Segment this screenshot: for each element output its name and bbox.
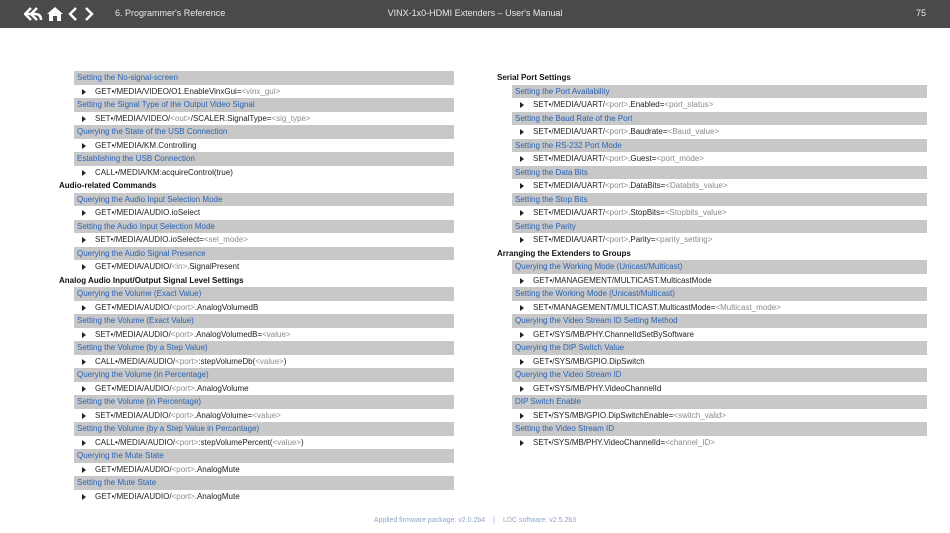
command-text: SET•/MEDIA/AUDIO/: [95, 410, 171, 420]
command-text: CALL•/MEDIA/AUDIO/: [95, 356, 176, 366]
command-parameter: <parity_setting>: [655, 235, 713, 244]
command-parameter: <port>: [605, 181, 629, 190]
command-text: GET•/MEDIA/KM.Controlling: [95, 140, 197, 150]
command-link-bar[interactable]: Querying the Volume (in Percentage): [74, 368, 454, 382]
command-text: GET•/SYS/MB/PHY.ChannelIdSetBySoftware: [533, 329, 694, 339]
command-line: [59, 355, 454, 369]
command-link-bar[interactable]: Querying the DIP Switch Value: [512, 341, 927, 355]
command-parameter: <sel_mode>: [203, 235, 248, 244]
command-parameter: <port>: [170, 410, 194, 420]
command-link-bar[interactable]: Establishing the USB Connection: [74, 152, 454, 166]
command-line: [59, 301, 454, 315]
command-parameter: <Databits_value>: [665, 181, 728, 190]
command-text: GET•/MEDIA/VIDEO/O1.EnableVinxGui=: [95, 86, 242, 96]
command-parameter: <port>: [171, 383, 195, 393]
command-link-bar[interactable]: Querying the Volume (Exact Value): [74, 287, 454, 301]
command-text: GET•/MEDIA/AUDIO/: [95, 302, 172, 312]
command-text: .SignalPresent: [187, 262, 240, 271]
command-parameter: <channel_ID>: [665, 437, 715, 447]
command-text: GET•/MEDIA/AUDIO/: [95, 491, 172, 501]
bullet-arrow-icon: [520, 440, 524, 446]
bullet-arrow-icon: [82, 359, 86, 365]
bullet-arrow-icon: [520, 237, 524, 243]
command-line: [497, 206, 927, 220]
command-text: SET•/MANAGEMENT/MULTICAST.MulticastMode=: [533, 302, 716, 312]
command-text: .Baudrate=: [628, 127, 668, 136]
bullet-arrow-icon: [82, 170, 86, 176]
firmware-version: Applied firmware package: v2.0.2b4: [373, 517, 486, 524]
section-heading: Analog Audio Input/Output Signal Level Settings: [59, 275, 244, 285]
bullet-arrow-icon: [520, 210, 524, 216]
top-navigation-bar: [0, 0, 950, 28]
ldc-version: LDC software: v2.5.2b3: [502, 517, 577, 524]
command-link-bar[interactable]: Querying the Video Stream ID: [512, 368, 927, 382]
command-text: SET•/MEDIA/UART/: [533, 208, 605, 217]
command-line: [59, 409, 454, 423]
command-parameter: <port>: [605, 208, 629, 217]
command-line: [497, 301, 927, 315]
document-title: VINX-1x0-HDMI Extenders – User's Manual: [387, 8, 563, 18]
command-line: [59, 328, 454, 342]
footer-separator: |: [493, 517, 495, 524]
command-line: [497, 98, 927, 112]
command-link-bar[interactable]: Setting the Stop Bits: [512, 193, 927, 207]
command-text: SET•/MEDIA/UART/: [533, 127, 605, 136]
command-link-bar[interactable]: Setting the Video Stream ID: [512, 422, 927, 436]
command-link-bar[interactable]: DIP Switch Enable: [512, 395, 927, 409]
command-link-bar[interactable]: Setting the Baud Rate of the Port: [512, 112, 927, 126]
command-line: [497, 355, 927, 369]
bullet-arrow-icon: [82, 467, 86, 473]
command-link-bar[interactable]: Setting the Volume (in Percentage): [74, 395, 454, 409]
command-link-bar[interactable]: Setting the No-signal-screen: [74, 71, 454, 85]
bullet-arrow-icon: [82, 210, 86, 216]
command-text: .AnalogVolume=: [193, 410, 253, 420]
bullet-arrow-icon: [520, 413, 524, 419]
bullet-arrow-icon: [520, 129, 524, 135]
command-line: [59, 463, 454, 477]
bullet-arrow-icon: [520, 102, 524, 108]
command-parameter: <port>: [171, 464, 195, 474]
command-line: [497, 409, 927, 423]
command-line: [497, 125, 927, 139]
command-link-bar[interactable]: Setting the RS-232 Port Mode: [512, 139, 927, 153]
command-link-bar[interactable]: Setting the Audio Input Selection Mode: [74, 220, 454, 234]
command-text: .AnalogVolumedB: [194, 302, 259, 312]
command-text: CALL•/MEDIA/KM:acquireControl(true): [95, 167, 233, 177]
command-link-bar[interactable]: Setting the Mute State: [74, 476, 454, 490]
command-line: [59, 260, 454, 274]
command-link-bar[interactable]: Querying the Mute State: [74, 449, 454, 463]
command-text: SET•/MEDIA/UART/: [533, 235, 605, 244]
section-title: 6. Programmer's Reference: [115, 8, 226, 18]
command-parameter: <switch_valid>: [673, 410, 726, 420]
bullet-arrow-icon: [82, 413, 86, 419]
command-text: SET•/MEDIA/UART/: [533, 181, 605, 190]
command-link-bar[interactable]: Setting the Parity: [512, 220, 927, 234]
command-text: :stepVolumeDb(: [198, 356, 256, 366]
command-link-bar[interactable]: Setting the Port Availability: [512, 85, 927, 99]
command-line: [497, 152, 927, 166]
command-parameter: <port_status>: [664, 100, 714, 109]
command-parameter: <port>: [170, 329, 194, 339]
bullet-arrow-icon: [82, 494, 86, 500]
command-line: [59, 233, 454, 247]
command-line: [59, 112, 454, 126]
command-parameter: <port>: [605, 127, 629, 136]
command-parameter: <port>: [175, 356, 199, 366]
section-heading: Serial Port Settings: [497, 73, 571, 82]
command-parameter: <Multicast_mode>: [715, 302, 781, 312]
command-text: .AnalogVolumedB=: [193, 329, 263, 339]
command-parameter: <value>: [255, 356, 284, 366]
command-link-bar[interactable]: Setting the Data Bits: [512, 166, 927, 180]
bullet-arrow-icon: [82, 237, 86, 243]
command-parameter: <value>: [272, 437, 302, 447]
command-text: GET•/MEDIA/AUDIO/: [95, 262, 172, 271]
command-parameter: <vinx_gui>: [241, 86, 281, 96]
command-line: [59, 206, 454, 220]
section-heading: Arranging the Extenders to Groups: [497, 248, 631, 258]
command-text: SET•/MEDIA/UART/: [533, 154, 605, 163]
bullet-arrow-icon: [520, 386, 524, 392]
command-parameter: <value>: [252, 410, 281, 420]
bullet-arrow-icon: [82, 143, 86, 149]
command-text: SET•/MEDIA/AUDIO/: [95, 329, 171, 339]
bullet-arrow-icon: [520, 305, 524, 311]
command-line: [59, 490, 454, 504]
command-text: GET•/MEDIA/AUDIO/: [95, 383, 172, 393]
command-parameter: <value>: [262, 329, 291, 339]
page-number: 75: [915, 8, 926, 18]
command-link-bar[interactable]: Querying the Audio Signal Presence: [74, 247, 454, 261]
bullet-arrow-icon: [82, 116, 86, 122]
command-link-bar[interactable]: Querying the Working Mode (Unicast/Multicast): [512, 260, 927, 274]
command-text: .StopBits=: [628, 208, 665, 217]
command-link-bar[interactable]: Setting the Volume (by a Step Value): [74, 341, 454, 355]
command-text: ): [301, 437, 304, 447]
bullet-arrow-icon: [82, 386, 86, 392]
command-parameter: <port>: [171, 302, 195, 312]
bullet-arrow-icon: [520, 332, 524, 338]
command-text: .AnalogMute: [194, 464, 240, 474]
command-line: [497, 179, 927, 193]
command-text: GET•/SYS/MB/GPIO.DipSwitch: [533, 356, 645, 366]
bullet-arrow-icon: [82, 305, 86, 311]
bullet-arrow-icon: [82, 332, 86, 338]
command-parameter: <port>: [605, 100, 629, 109]
command-parameter: <port>: [605, 235, 629, 244]
command-link-bar[interactable]: Setting the Volume (Exact Value): [74, 314, 454, 328]
command-text: .AnalogVolume: [194, 383, 249, 393]
bullet-arrow-icon: [82, 264, 86, 270]
command-text: CALL•/MEDIA/AUDIO/: [95, 437, 176, 447]
command-link-bar[interactable]: Setting the Working Mode (Unicast/Multicast): [512, 287, 927, 301]
command-line: [497, 233, 927, 247]
command-parameter: <in>: [171, 262, 188, 271]
command-line: [59, 139, 454, 153]
command-line: [497, 274, 927, 288]
command-line: [59, 382, 454, 396]
command-line: [497, 436, 927, 450]
command-parameter: <Baud_value>: [667, 127, 720, 136]
left-column: [59, 71, 454, 503]
bullet-arrow-icon: [520, 359, 524, 365]
command-text: .Parity=: [628, 235, 656, 244]
command-text: GET•/MEDIA/AUDIO.ioSelect: [95, 208, 201, 217]
command-text: SET•/SYS/MB/GPIO.DipSwitchEnable=: [533, 410, 674, 420]
footer: [0, 517, 950, 524]
command-link-bar[interactable]: Querying the State of the USB Connection: [74, 125, 454, 139]
command-text: .Guest=: [628, 154, 657, 163]
command-parameter: <port_mode>: [656, 154, 704, 163]
command-parameter: <port>: [171, 491, 195, 501]
command-parameter: <port>: [175, 437, 199, 447]
command-text: .Enabled=: [628, 100, 665, 109]
command-parameter: <sig_type>: [271, 113, 311, 123]
bullet-arrow-icon: [520, 278, 524, 284]
command-line: [497, 328, 927, 342]
command-text: SET•/MEDIA/AUDIO.ioSelect=: [95, 235, 204, 244]
command-text: SET•/MEDIA/UART/: [533, 100, 605, 109]
bullet-arrow-icon: [520, 156, 524, 162]
command-line: [59, 436, 454, 450]
command-link-bar[interactable]: Querying the Audio Input Selection Mode: [74, 193, 454, 207]
command-text: SET•/MEDIA/VIDEO/: [95, 113, 171, 123]
command-text: GET•/MANAGEMENT/MULTICAST.MulticastMode: [533, 275, 712, 285]
right-column: [497, 71, 927, 449]
command-text: ): [283, 356, 287, 366]
command-line: [59, 85, 454, 99]
bullet-arrow-icon: [520, 183, 524, 189]
command-line: [59, 166, 454, 180]
bullet-arrow-icon: [82, 440, 86, 446]
command-text: /SCALER.SignalType=: [190, 113, 272, 123]
section-heading: Audio-related Commands: [59, 181, 157, 190]
command-text: SET•/SYS/MB/PHY.VideoChannelId=: [533, 437, 666, 447]
command-text: GET•/SYS/MB/PHY.VideoChannelId: [533, 383, 662, 393]
bullet-arrow-icon: [82, 89, 86, 95]
command-text: .AnalogMute: [194, 491, 240, 501]
command-text: .DataBits=: [628, 181, 666, 190]
command-parameter: <Stopbits_value>: [664, 208, 727, 217]
command-link-bar[interactable]: Setting the Volume (by a Step Value in Percantage): [74, 422, 454, 436]
command-parameter: <port>: [605, 154, 629, 163]
command-link-bar[interactable]: Querying the Video Stream ID Setting Method: [512, 314, 927, 328]
command-link-bar[interactable]: Setting the Signal Type of the Output Video Signal: [74, 98, 454, 112]
command-text: :stepVolumePercent(: [198, 437, 273, 447]
command-text: GET•/MEDIA/AUDIO/: [95, 464, 172, 474]
command-line: [497, 382, 927, 396]
command-parameter: <out>: [170, 113, 191, 123]
